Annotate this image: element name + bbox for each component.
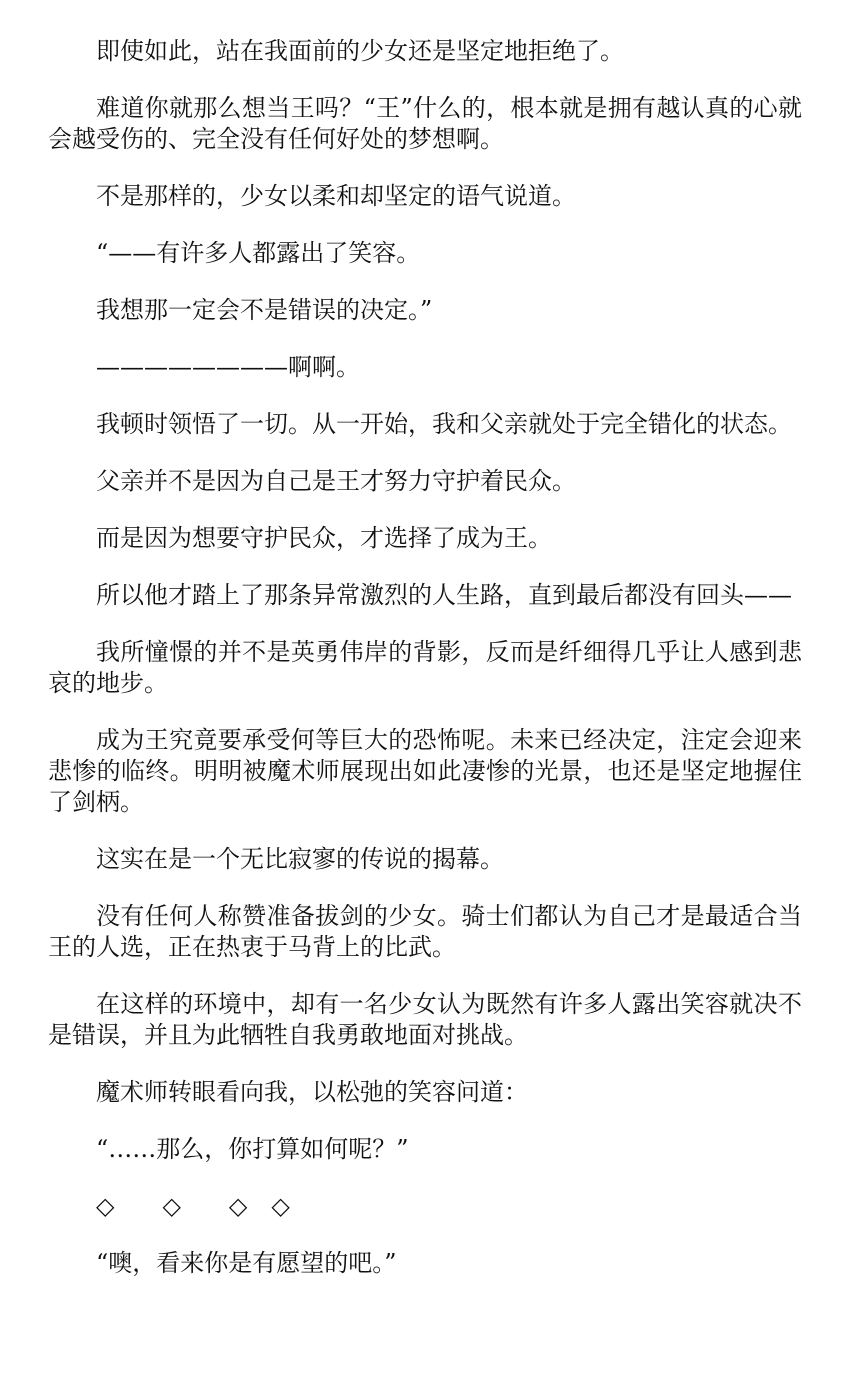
paragraph: 所以他才踏上了那条异常激烈的人生路，直到最后都没有回头—— bbox=[96, 581, 792, 609]
paragraph: “——有许多人都露出了笑容。 bbox=[96, 239, 421, 267]
paragraph: 而是因为想要守护民众，才选择了成为王。 bbox=[96, 524, 552, 552]
paragraph: 我所憧憬的并不是英勇伟岸的背影，反而是纤细得几乎让人感到悲哀的地步。 bbox=[48, 638, 802, 697]
paragraph: 在这样的环境中，却有一名少女认为既然有许多人露出笑容就决不是错误，并且为此牺牲自我勇敢地面对挑战。 bbox=[48, 990, 802, 1049]
paragraph: ————————啊啊。 bbox=[96, 353, 360, 381]
section-divider: ◇ ◇ ◇ ◇ bbox=[96, 1192, 290, 1220]
paragraph: 魔术师转眼看向我，以松弛的笑容问道： bbox=[96, 1078, 528, 1106]
paragraph: 没有任何人称赞准备拔剑的少女。骑士们都认为自己才是最适合当王的人选，正在热衷于马背上的比武。 bbox=[48, 902, 802, 961]
paragraph: “噢，看来你是有愿望的吧。” bbox=[96, 1249, 397, 1277]
paragraph: 我顿时领悟了一切。从一开始，我和父亲就处于完全错化的状态。 bbox=[96, 410, 792, 438]
paragraph: 成为王究竟要承受何等巨大的恐怖呢。未来已经决定，注定会迎来悲惨的临终。明明被魔术师展现出如此凄惨的光景，也还是坚定地握住了剑柄。 bbox=[48, 726, 802, 816]
paragraph: 这实在是一个无比寂寥的传说的揭幕。 bbox=[96, 845, 504, 873]
paragraph: 我想那一定会不是错误的决定。” bbox=[96, 296, 433, 324]
paragraph: “……那么，你打算如何呢？” bbox=[96, 1135, 409, 1163]
paragraph: 即使如此，站在我面前的少女还是坚定地拒绝了。 bbox=[96, 37, 624, 65]
paragraph: 父亲并不是因为自己是王才努力守护着民众。 bbox=[96, 467, 576, 495]
paragraph: 不是那样的，少女以柔和却坚定的语气说道。 bbox=[96, 182, 576, 210]
paragraph: 难道你就那么想当王吗？“王”什么的，根本就是拥有越认真的心就会越受伤的、完全没有任何好处的梦想啊。 bbox=[48, 94, 802, 153]
